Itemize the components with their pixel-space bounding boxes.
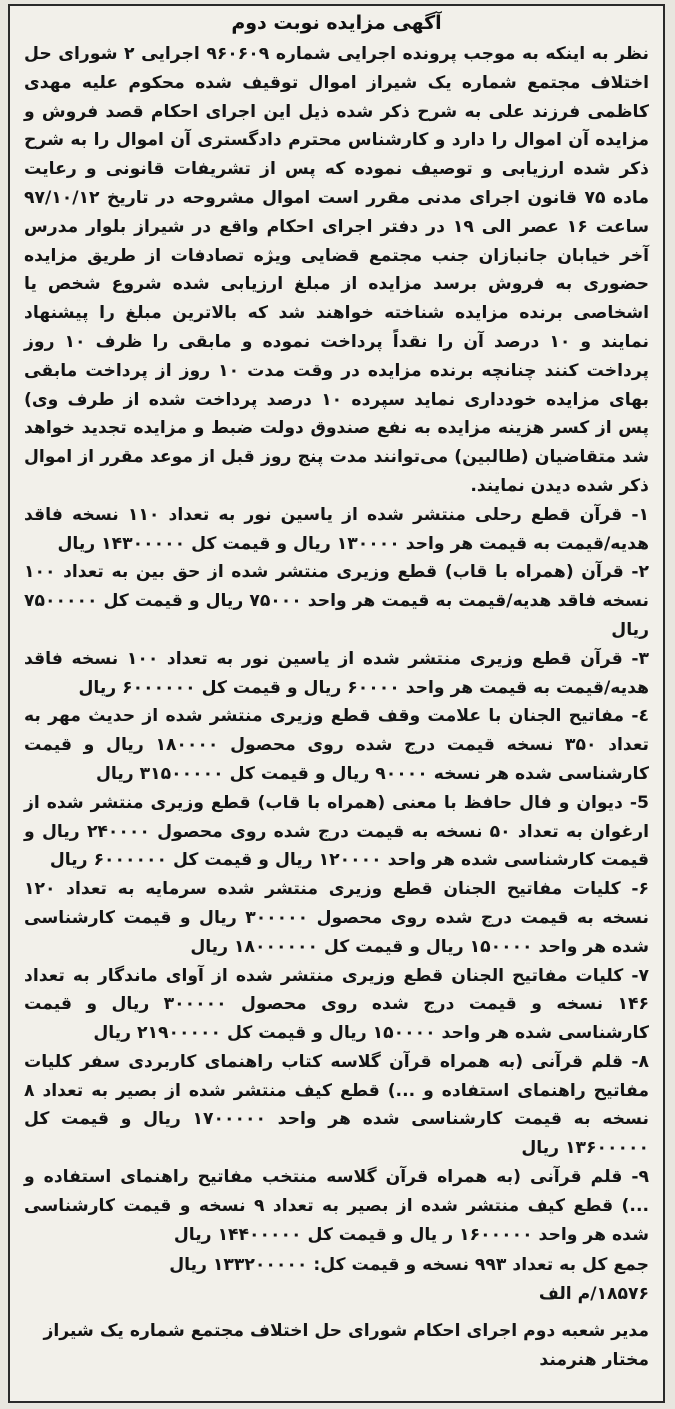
signature-block [24, 1317, 649, 1375]
office-title: مدیر شعبه دوم اجرای احکام شورای حل اختلاف مجتمع شماره یک شیراز [43, 1321, 649, 1342]
intro-paragraph: نظر به اینکه به موجب پرونده اجرایی شماره ۹۶۰۶۰۹ اجرایی ۲ شورای حل اختلاف مجتمع شماره یک شیراز اموال توقیف شده محکوم علیه مهدی کاظمی فرزند علی به شرح ذکر شده ذیل این اجرای احکام قصد فروش و مزایده آن اموال را دارد و کارشناس محترم دادگستری آن اموال را به شرح ذکر شده ارزیابی و توصیف نموده که پس از تشریفات قانونی و رعایت ماده ۷۵ قانون اجرای مدنی مقرر است اموال مشروحه در تاریخ ۹۷/۱۰/۱۲ ساعت ۱۶ عصر الی ۱۹ در دفتر اجرای احکام واقع در شیراز بلوار مدرس آخر خیابان جانبازان جنب مجتمع قضایی ویژه تصادفات از طریق مزایده حضوری به فروش برسد مزایده از مبلغ ارزیابی شده شروع شخص یا اشخاصی برنده مزایده شناخته خواهند شد که بالاترین مبلغ را پیشنهاد نمایند و ۱۰ درصد آن را نقداً پرداخت نموده و مابقی را ظرف ۱۰ روز پرداخت کنند چنانچه برنده مزایده در وقت مدت ۱۰ روز از پرداخت مابقی بهای مزایده خودداری نماید سپرده ۱۰ درصد پرداخت شده از طرف وی) پس از کسر هزینه مزایده به نفع صندوق دولت ضبط و مزایده تجدید خواهد شد متقاضیان (طالبین) می‌توانند مدت پنج روز قبل از موعد مقرر از اموال ذکر شده دیدن نمایند. [24, 44, 650, 496]
reference-number: ۱۸۵۷۶/م الف [538, 1284, 649, 1305]
list-item: ۹- قلم قرآنی (به همراه قرآن گلاسه منتخب مفاتیح راهنمای استفاده و ...) قطع کیف منتشر شده از بصیر به تعداد ۹ نسخه و قیمت کارشناسی شده هر واحد ۱۶۰۰۰۰۰ ر یال و قیمت کل ۱۴۴۰۰۰۰۰ ریال [24, 1167, 649, 1245]
list-item: ۳- قرآن قطع وزیری منتشر شده از یاسین نور به تعداد ۱۰۰ نسخه فاقد هدیه/قیمت به قیمت هر واحد ۶۰۰۰۰ ریال و قیمت کل ۶۰۰۰۰۰۰ ریال [24, 648, 649, 698]
notice-title: آگهی مزایده نوبت دوم [231, 12, 442, 34]
notice-body [24, 40, 649, 1375]
list-item: ۶- کلیات مفاتیح الجنان قطع وزیری منتشر شده سرمایه به تعداد ۱۲۰ نسخه به قیمت درج شده روی محصول ۳۰۰۰۰۰ ریال و قیمت کارشناسی شده هر واحد ۱۵۰۰۰۰ ریال و قیمت کل ۱۸۰۰۰۰۰۰ ریال [24, 879, 649, 957]
list-item: 5- دیوان و فال حافظ با معنی (همراه با قاب) قطع وزیری منتشر شده از ارغوان به تعداد ۵۰ نسخه به قیمت درج شده روی محصول ۲۴۰۰۰۰ ریال و قیمت کارشناسی شده هر واحد ۱۲۰۰۰۰ ریال و قیمت کل ۶۰۰۰۰۰۰ ریال [24, 792, 649, 871]
list-item: ۷- کلیات مفاتیح الجنان قطع وزیری منتشر شده از آوای ماندگار به تعداد ۱۴۶ نسخه و قیمت درج شده روی محصول ۳۰۰۰۰۰ ریال و قیمت کارشناسی شده هر واحد ۱۵۰۰۰۰ ریال و قیمت کل ۲۱۹۰۰۰۰۰ ریال [24, 965, 650, 1044]
notice-frame [8, 4, 665, 1403]
total-line: جمع کل به تعداد ۹۹۳ نسخه و قیمت کل: ۱۳۳۲۰۰۰۰۰ ریال [169, 1255, 649, 1276]
list-item: ٤- مفاتیح الجنان با علامت وقف قطع وزیری منتشر شده از حدیث مهر به تعداد ۳۵۰ نسخه قیمت درج شده روی محصول ۱۸۰۰۰۰ ریال و قیمت کارشناسی شده هر نسخه ۹۰۰۰۰ ریال و قیمت کل ۳۱۵۰۰۰۰۰ ریال [24, 706, 649, 784]
list-item: ۸- قلم قرآنی (به همراه قرآن گلاسه کتاب راهنمای کاربردی سفر کلیات مفاتیح راهنمای استفاده و ...) قطع کیف منتشر شده از بصیر به تعداد ۸ نسخه به قیمت کارشناسی شده هر واحد ۱۷۰۰۰۰۰ ریال و قیمت کل ۱۳۶۰۰۰۰۰ ریال [24, 1051, 649, 1159]
list-item: ۲- قرآن (همراه با قاب) قطع وزیری منتشر شده از حق بین به تعداد ۱۰۰ نسخه فاقد هدیه/قیمت به قیمت هر واحد ۷۵۰۰۰ ریال و قیمت کل ۷۵۰۰۰۰۰ ریال [24, 562, 649, 640]
list-item: ۱- قرآن قطع رحلی منتشر شده از یاسین نور به تعداد ۱۱۰ نسخه فاقد هدیه/قیمت به قیمت هر واحد ۱۳۰۰۰۰ ریال و قیمت کل ۱۴۳۰۰۰۰۰ ریال [24, 504, 649, 554]
signer-name: مختار هنرمند [539, 1349, 649, 1370]
